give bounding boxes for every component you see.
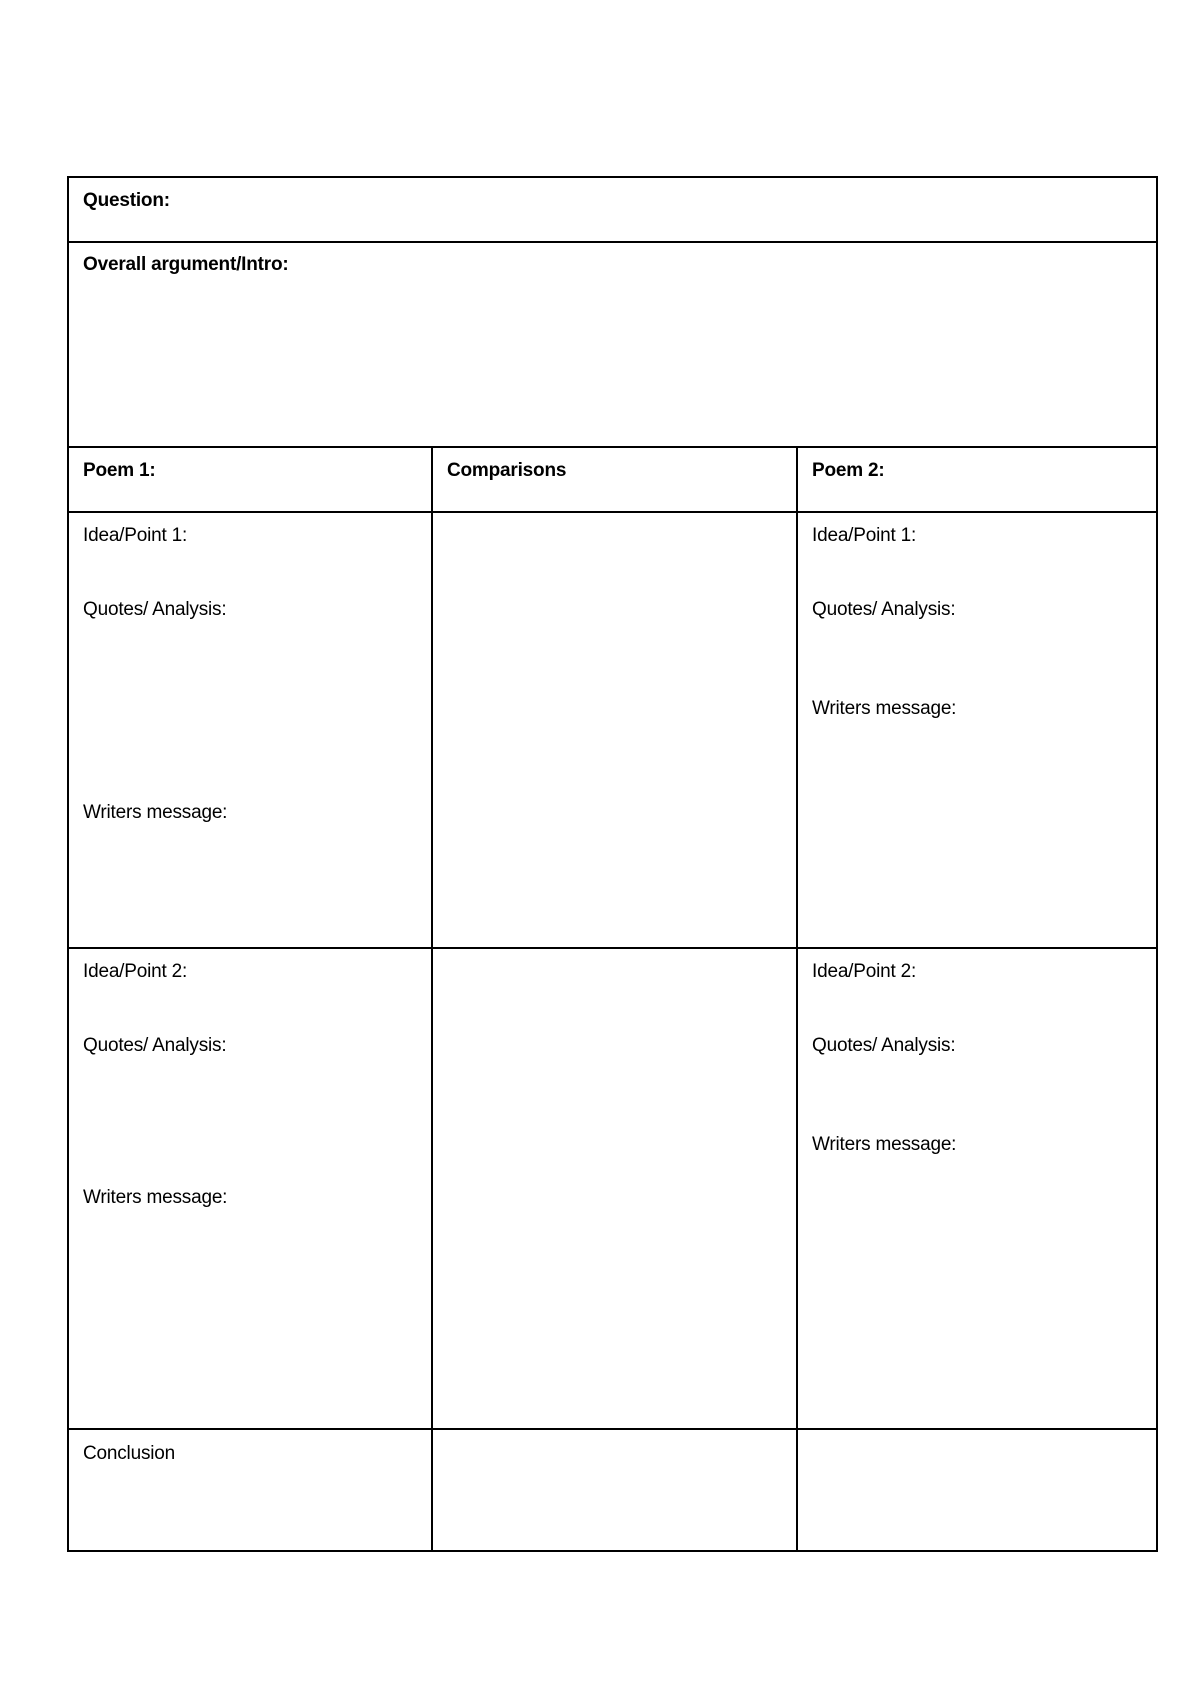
header-row xyxy=(69,448,1156,513)
poem2-quotes1-label: Quotes/ Analysis: xyxy=(812,599,956,620)
comparisons-header: Comparisons xyxy=(447,460,567,481)
conclusion-label: Conclusion xyxy=(83,1443,175,1464)
poem2-idea2-label: Idea/Point 2: xyxy=(812,961,917,982)
question-label: Question: xyxy=(83,190,170,211)
poem1-idea2-label: Idea/Point 2: xyxy=(83,961,188,982)
poem2-header-cell xyxy=(798,448,1156,511)
poem1-header-cell xyxy=(69,448,433,511)
poem2-point2-cell xyxy=(798,949,1156,1428)
conclusion-row xyxy=(69,1430,1156,1550)
poem2-point1-cell xyxy=(798,513,1156,947)
comparisons-point1-cell xyxy=(433,513,798,947)
poem1-header: Poem 1: xyxy=(83,460,156,481)
poem1-point2-cell xyxy=(69,949,433,1428)
intro-row xyxy=(69,243,1156,448)
poem1-point1-cell xyxy=(69,513,433,947)
comparisons-point2-cell xyxy=(433,949,798,1428)
poem1-message2-label: Writers message: xyxy=(83,1187,228,1208)
poem2-message1-label: Writers message: xyxy=(812,698,957,719)
conclusion-cell xyxy=(69,1430,433,1550)
poem1-quotes2-label: Quotes/ Analysis: xyxy=(83,1035,227,1056)
poem1-message1-label: Writers message: xyxy=(83,802,228,823)
comparisons-conclusion-cell xyxy=(433,1430,798,1550)
poem2-quotes2-label: Quotes/ Analysis: xyxy=(812,1035,956,1056)
question-row xyxy=(69,178,1156,243)
point1-row xyxy=(69,513,1156,949)
comparisons-header-cell xyxy=(433,448,798,511)
poem2-conclusion-cell xyxy=(798,1430,1156,1550)
poem2-message2-label: Writers message: xyxy=(812,1134,957,1155)
intro-label: Overall argument/Intro: xyxy=(83,254,289,275)
poem1-quotes1-label: Quotes/ Analysis: xyxy=(83,599,227,620)
poem1-idea1-label: Idea/Point 1: xyxy=(83,525,188,546)
essay-plan-table xyxy=(67,176,1158,1552)
point2-row xyxy=(69,949,1156,1430)
poem2-idea1-label: Idea/Point 1: xyxy=(812,525,917,546)
poem2-header: Poem 2: xyxy=(812,460,885,481)
